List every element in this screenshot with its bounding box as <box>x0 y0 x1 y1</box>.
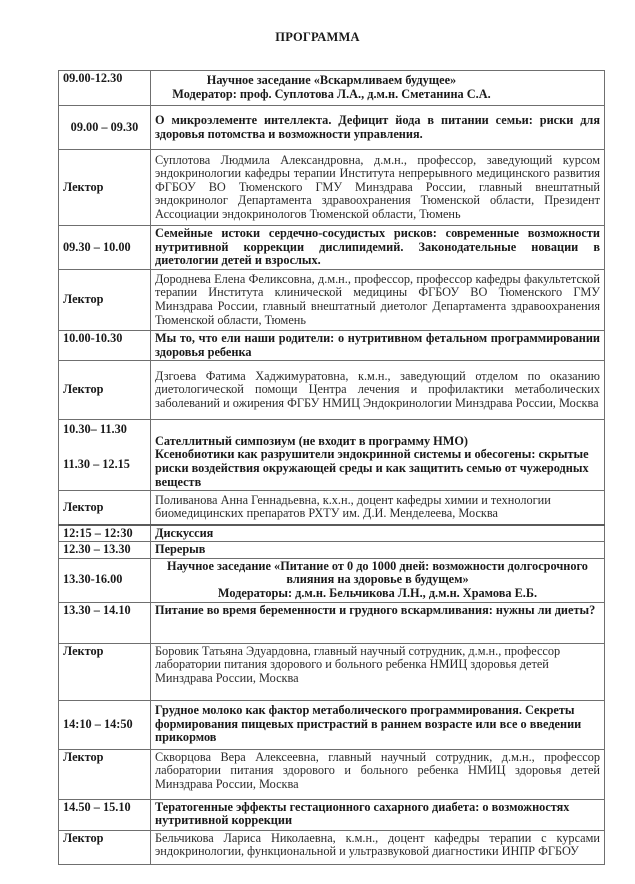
satellite-time-cell <box>59 420 151 491</box>
session-header-row <box>59 71 605 106</box>
discussion-row <box>59 525 605 542</box>
lecturer-row <box>59 150 605 226</box>
talk-title: Семейные истоки сердечно-сосудистых рисков: современные возможности нутритивной коррекции дислипидемий. Законодательные новации в диетологии детей и взрослых. <box>151 226 605 270</box>
talk-row <box>59 602 605 643</box>
session-header-row <box>59 558 605 602</box>
talk-row <box>59 106 605 150</box>
break-label: Перерыв <box>151 542 605 559</box>
lecturer-row <box>59 491 605 525</box>
lecturer-row <box>59 643 605 700</box>
lecturer-info: Бельчикова Лариса Николаевна, к.м.н., доцент кафедры терапии с курсами эндокринологии, функциональной и ультразвуковой диагностики ИНПР ФГБОУ <box>151 830 605 864</box>
lecturer-info: Суплотова Людмила Александровна, д.м.н., профессор, заведующий курсом эндокринологии кафедры терапии Института непрерывного медицинского развития ФГБОУ ВО Тюменского ГМУ Минздрава России, главный внештатный эндокринолог Департамента здравоохранения Тюменской области, Президент Ассоциации эндокринологов Тюменской области, Тюмень <box>151 150 605 226</box>
talk-time: 09.30 – 10.00 <box>59 226 151 270</box>
lecturer-row <box>59 830 605 864</box>
talk-row <box>59 799 605 830</box>
session-title: Научное заседание «Вскармливаем будущее» <box>206 73 457 88</box>
talk-title: Тератогенные эффекты гестационного сахарного диабета: о возможностях нутритивной коррекции <box>151 799 605 830</box>
lecturer-info: Дороднева Елена Феликсовна, д.м.н., профессор, профессор кафедры факультетской терапии Института клинической медицины ФГБОУ ВО Тюменского ГМУ Минздрава России, главный внештатный диетолог Департамента здравоохранения Тюменской области, Тюмень <box>151 270 605 331</box>
program-table <box>58 70 605 865</box>
lecturer-info: Дзгоева Фатима Хаджимуратовна, к.м.н., заведующий отделом по оказанию диетологической помощи Центра лечения и профилактики метаболических заболеваний и ожирения ФГБУ НМИЦ Эндокринологии Минздрава России, Москва <box>151 361 605 420</box>
lecturer-label: Лектор <box>59 749 151 799</box>
lecturer-label: Лектор <box>59 830 151 864</box>
lecturer-label: Лектор <box>59 150 151 226</box>
lecturer-label: Лектор <box>59 643 151 700</box>
talk-row <box>59 700 605 749</box>
discussion-time: 12:15 – 12:30 <box>59 525 151 542</box>
satellite-time-1: 10.30– 11.30 <box>63 422 127 437</box>
session-header-cell <box>151 71 605 106</box>
session-time: 09.00-12.30 <box>59 71 151 106</box>
talk-row <box>59 331 605 361</box>
satellite-title: Ксенобиотики как разрушители эндокринной системы и обесогены: скрытые риски воздействия окружающей среды и как защитить семью от чужеродных веществ <box>155 447 589 489</box>
satellite-cell <box>151 420 605 491</box>
satellite-heading: Сателлитный симпозиум (не входит в программу НМО) <box>155 433 469 448</box>
satellite-row <box>59 420 605 491</box>
session-header-cell <box>151 558 605 602</box>
lecturer-row <box>59 270 605 331</box>
lecturer-info: Скворцова Вера Алексеевна, главный научный сотрудник, д.м.н., профессор лаборатории питания здорового и больного ребенка НМИЦ здоровья детей Минздрава России, Москва <box>151 749 605 799</box>
talk-time: 13.30 – 14.10 <box>59 602 151 643</box>
lecturer-info: Поливанова Анна Геннадьевна, к.х.н., доцент кафедры химии и технологии биомедицинских препаратов РХТУ им. Д.И. Менделеева, Москва <box>151 491 605 525</box>
talk-time: 10.00-10.30 <box>59 331 151 361</box>
lecturer-label: Лектор <box>59 270 151 331</box>
lecturer-row <box>59 361 605 420</box>
talk-title: Мы то, что ели наши родители: о нутритивном фетальном программировании здоровья ребенка <box>151 331 605 361</box>
talk-row <box>59 226 605 270</box>
session-moderator: Модератор: проф. Суплотова Л.А., д.м.н. Сметанина С.А. <box>172 87 491 101</box>
talk-title: Грудное молоко как фактор метаболического программирования. Секреты формирования пищевых пристрастий в раннем возрасте или все о введении прикормов <box>151 700 605 749</box>
lecturer-label: Лектор <box>59 491 151 525</box>
page-title: ПРОГРАММА <box>275 30 360 44</box>
session-moderator: Модераторы: д.м.н. Бельчикова Л.Н., д.м.н. Храмова Е.Б. <box>217 586 538 601</box>
session-title: Научное заседание «Питание от 0 до 1000 дней: возможности долгосрочного влияния на здоровье в будущем» <box>167 558 588 587</box>
discussion-label: Дискуссия <box>151 525 605 542</box>
break-time: 12.30 – 13.30 <box>59 542 151 559</box>
lecturer-info: Боровик Татьяна Эдуардовна, главный научный сотрудник, д.м.н., профессор лаборатории питания здорового и больного ребенка НМИЦ здоровья детей Минздрава России, Москва <box>151 643 605 700</box>
talk-time: 14.50 – 15.10 <box>59 799 151 830</box>
lecturer-row <box>59 749 605 799</box>
session-time: 13.30-16.00 <box>59 558 151 602</box>
break-row <box>59 542 605 559</box>
talk-title: Питание во время беременности и грудного вскармливания: нужны ли диеты? <box>151 602 605 643</box>
lecturer-label: Лектор <box>59 361 151 420</box>
talk-time: 14:10 – 14:50 <box>59 700 151 749</box>
talk-time: 09.00 – 09.30 <box>59 106 151 150</box>
talk-title: О микроэлементе интеллекта. Дефицит йода в питании семьи: риски для здоровья потомства и возможности управления. <box>151 106 605 150</box>
satellite-time-2: 11.30 – 12.15 <box>63 456 130 471</box>
